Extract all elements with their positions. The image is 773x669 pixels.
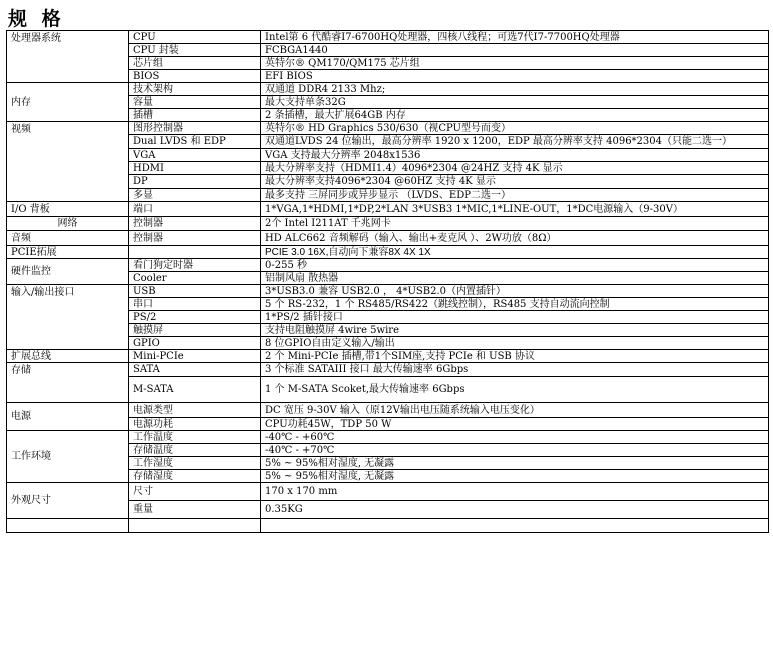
category-cell: I/O 背板	[7, 202, 129, 217]
value-cell: PCIE 3.0 16X,自动向下兼容8X 4X 1X	[261, 246, 769, 259]
value-cell: EFI BIOS	[261, 70, 769, 83]
category-cell: 输入/输出接口	[7, 285, 129, 350]
item-cell: 工作温度	[129, 431, 261, 444]
table-row	[7, 202, 769, 217]
item-cell: 电源类型	[129, 403, 261, 418]
item-cell: 控制器	[129, 217, 261, 231]
value-cell: 5% ~ 95%相对湿度, 无凝露	[261, 470, 769, 483]
item-cell: 看门狗定时器	[129, 259, 261, 272]
value-cell: CPU功耗45W，TDP 50 W	[261, 418, 769, 431]
table-row	[7, 403, 769, 418]
value-cell: 英特尔® HD Graphics 530/630（视CPU型号而变）	[261, 122, 769, 135]
item-cell: GPIO	[129, 337, 261, 350]
item-cell: 芯片组	[129, 57, 261, 70]
item-cell: 触摸屏	[129, 324, 261, 337]
table-row	[7, 231, 769, 246]
value-cell: 铝制风扇 散热器	[261, 272, 769, 285]
item-cell: M-SATA	[129, 377, 261, 403]
value-cell: 0-255 秒	[261, 259, 769, 272]
table-row	[7, 122, 769, 135]
value-cell: 英特尔® QM170/QM175 芯片组	[261, 57, 769, 70]
value-cell: 双通道 DDR4 2133 Mhz;	[261, 83, 769, 96]
value-cell: 最大分辨率支持（HDMI1.4）4096*2304 @24HZ 支持 4K 显示	[261, 162, 769, 175]
item-cell: Mini-PCIe	[129, 350, 261, 363]
item-cell: 存储温度	[129, 444, 261, 457]
spec-table-body	[7, 31, 769, 533]
value-cell: 0.35KG	[261, 501, 769, 519]
category-cell: 视频	[7, 122, 129, 202]
table-row	[7, 363, 769, 377]
category-cell	[7, 519, 129, 533]
item-cell: CPU 封装	[129, 44, 261, 57]
value-cell: 最多支持 三屏同步或异步显示 （LVDS、EDP二选一）	[261, 189, 769, 202]
value-cell: Intel第 6 代酷睿I7-6700HQ处理器，四核八线程；可选7代I7-7700HQ处理器	[261, 31, 769, 44]
item-cell: PS/2	[129, 311, 261, 324]
value-cell: 1 个 M-SATA Scoket,最大传输速率 6Gbps	[261, 377, 769, 403]
value-cell: 3 个标准 SATAIII 接口 最大传输速率 6Gbps	[261, 363, 769, 377]
item-cell: USB	[129, 285, 261, 298]
item-cell: Dual LVDS 和 EDP	[129, 135, 261, 149]
value-cell: 最大支持单条32G	[261, 96, 769, 109]
value-cell: 最大分辨率支持4096*2304 @60HZ 支持 4K 显示	[261, 175, 769, 189]
page-title: 规 格	[8, 8, 65, 30]
item-cell: 控制器	[129, 231, 261, 246]
item-cell: 图形控制器	[129, 122, 261, 135]
category-cell: 扩展总线	[7, 350, 129, 363]
category-cell: 存储	[7, 363, 129, 403]
item-cell: SATA	[129, 363, 261, 377]
item-cell: 工作湿度	[129, 457, 261, 470]
category-cell: 硬件监控	[7, 259, 129, 285]
item-cell: 串口	[129, 298, 261, 311]
item-cell: VGA	[129, 149, 261, 162]
value-cell: 8 位GPIO自由定义输入/输出	[261, 337, 769, 350]
value-cell: 2 个 Mini-PCIe 插槽,带1个SIM座,支持 PCIe 和 USB 协议	[261, 350, 769, 363]
category-cell: 音频	[7, 231, 129, 246]
table-row	[7, 217, 769, 231]
category-cell: 内存	[7, 83, 129, 122]
value-cell: 3*USB3.0 兼容 USB2.0 ， 4*USB2.0（内置插针）	[261, 285, 769, 298]
table-row	[7, 83, 769, 96]
value-cell: FCBGA1440	[261, 44, 769, 57]
table-row	[7, 285, 769, 298]
table-row	[7, 350, 769, 363]
item-cell: CPU	[129, 31, 261, 44]
table-row	[7, 259, 769, 272]
value-cell: HD ALC662 音频解码（输入、输出+麦克风 ）、2W功放（8Ω）	[261, 231, 769, 246]
value-cell: -40℃ - +60℃	[261, 431, 769, 444]
spec-table	[6, 30, 769, 533]
category-cell: 网络	[7, 217, 129, 231]
value-cell: 2个 Intel I211AT 千兆网卡	[261, 217, 769, 231]
item-cell: Cooler	[129, 272, 261, 285]
category-cell: PCIE拓展	[7, 246, 129, 259]
value-cell: 1*VGA,1*HDMI,1*DP,2*LAN 3*USB3 1*MIC,1*LINE-OUT，1*DC电源输入（9-30V）	[261, 202, 769, 217]
item-cell: 电源功耗	[129, 418, 261, 431]
item-cell: 插槽	[129, 109, 261, 122]
item-cell: 存储湿度	[129, 470, 261, 483]
item-cell: 尺寸	[129, 483, 261, 501]
category-cell: 处理器系统	[7, 31, 129, 83]
value-cell: 双通道LVDS 24 位输出，最高分辨率 1920 x 1200，EDP 最高分辨率支持 4096*2304（只能二选一）	[261, 135, 769, 149]
value-cell: 5% ~ 95%相对湿度, 无凝露	[261, 457, 769, 470]
value-cell: 1*PS/2 插针接口	[261, 311, 769, 324]
item-cell	[129, 246, 261, 259]
item-cell: 多显	[129, 189, 261, 202]
table-row	[7, 519, 769, 533]
item-cell: 重量	[129, 501, 261, 519]
item-cell: 容量	[129, 96, 261, 109]
category-cell: 电源	[7, 403, 129, 431]
table-row	[7, 431, 769, 444]
item-cell: BIOS	[129, 70, 261, 83]
table-row	[7, 483, 769, 501]
value-cell: -40℃ - +70℃	[261, 444, 769, 457]
table-row	[7, 31, 769, 44]
item-cell: 技术架构	[129, 83, 261, 96]
item-cell: DP	[129, 175, 261, 189]
value-cell: VGA 支持最大分辨率 2048x1536	[261, 149, 769, 162]
category-cell: 工作环境	[7, 431, 129, 483]
value-cell	[261, 519, 769, 533]
value-cell: 2 条插槽，最大扩展64GB 内存	[261, 109, 769, 122]
item-cell: HDMI	[129, 162, 261, 175]
item-cell	[129, 519, 261, 533]
value-cell: 支持电阻触摸屏 4wire 5wire	[261, 324, 769, 337]
category-cell: 外观尺寸	[7, 483, 129, 519]
value-cell: DC 宽压 9-30V 输入（原12V输出电压随系统输入电压变化）	[261, 403, 769, 418]
table-row	[7, 246, 769, 259]
value-cell: 170 x 170 mm	[261, 483, 769, 501]
value-cell: 5 个 RS-232，1 个 RS485/RS422（跳线控制），RS485 支持自动流向控制	[261, 298, 769, 311]
item-cell: 端口	[129, 202, 261, 217]
